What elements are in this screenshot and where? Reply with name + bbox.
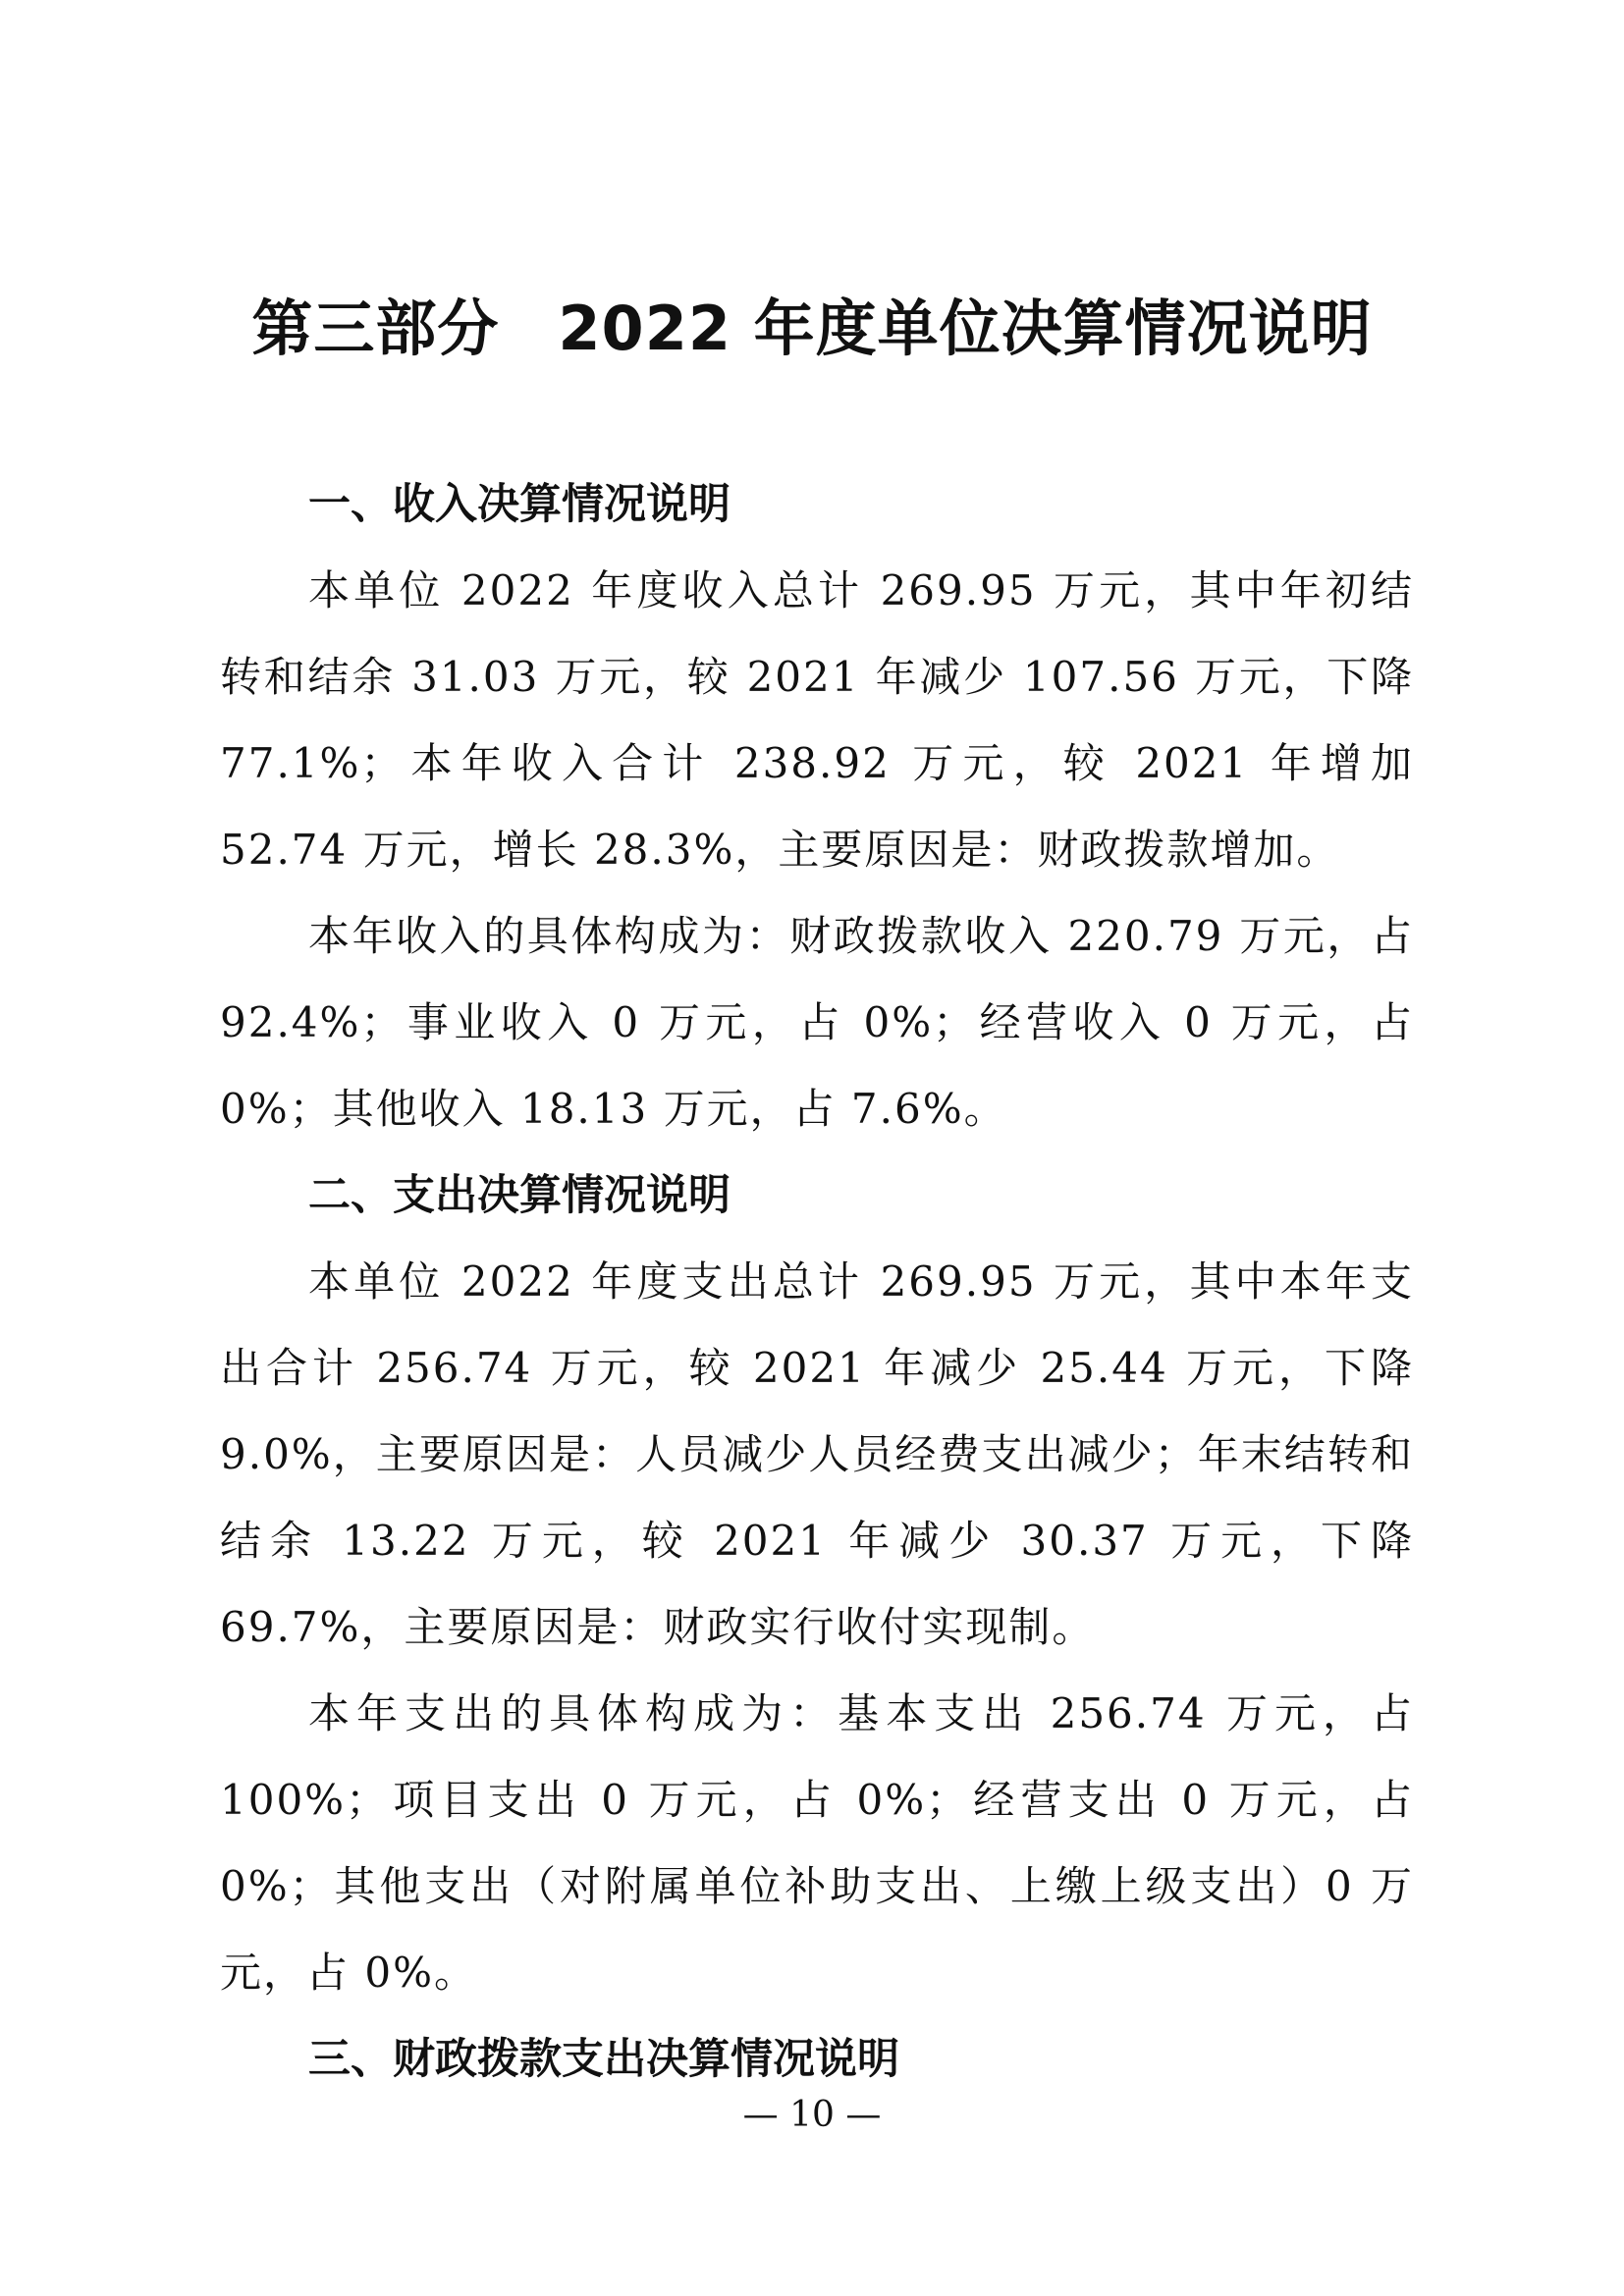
- paragraph-expenditure-summary: 本单位 2022 年度支出总计 269.95 万元，其中本年支出合计 256.74 万元，较 2021 年减少 25.44 万元，下降 9.0%，主要原因是：人员减少人员经费支出减少；年末结转和结余 13.22 万元，较 2021 年减少 30.37 万元，下降 69.7%，主要原因是：财政实行收付实现制。: [220, 1257, 1414, 1651]
- paragraph-income-summary: 本单位 2022 年度收入总计 269.95 万元，其中年初结转和结余 31.03 万元，较 2021 年减少 107.56 万元，下降 77.1%；本年收入合计 238.92 万元，较 2021 年增加 52.74 万元，增长 28.3%，主要原因是：财政拨款增加。: [220, 566, 1414, 874]
- paragraph-expenditure-composition: 本年支出的具体构成为：基本支出 256.74 万元，占 100%；项目支出 0 万元，占 0%；经营支出 0 万元，占 0%；其他支出（对附属单位补助支出、上缴上级支出）0 万元，占 0%。: [220, 1689, 1414, 1997]
- section-heading-income: 一、收入决算情况说明: [308, 480, 731, 529]
- title-part: 第三部分: [251, 293, 500, 364]
- title-main: 2022 年度单位决算情况说明: [558, 293, 1373, 364]
- section-heading-expenditure: 二、支出决算情况说明: [308, 1171, 731, 1220]
- document-body: [220, 461, 1414, 2103]
- page-number: — 10 —: [742, 2095, 882, 2135]
- section-heading-fiscal-appropriation: 三、财政拨款支出决算情况说明: [308, 2035, 899, 2084]
- paragraph-income-composition: 本年收入的具体构成为：财政拨款收入 220.79 万元，占 92.4%；事业收入 0 万元，占 0%；经营收入 0 万元，占 0%；其他收入 18.13 万元，占 7.6%。: [220, 912, 1414, 1133]
- page-title: [0, 285, 1624, 373]
